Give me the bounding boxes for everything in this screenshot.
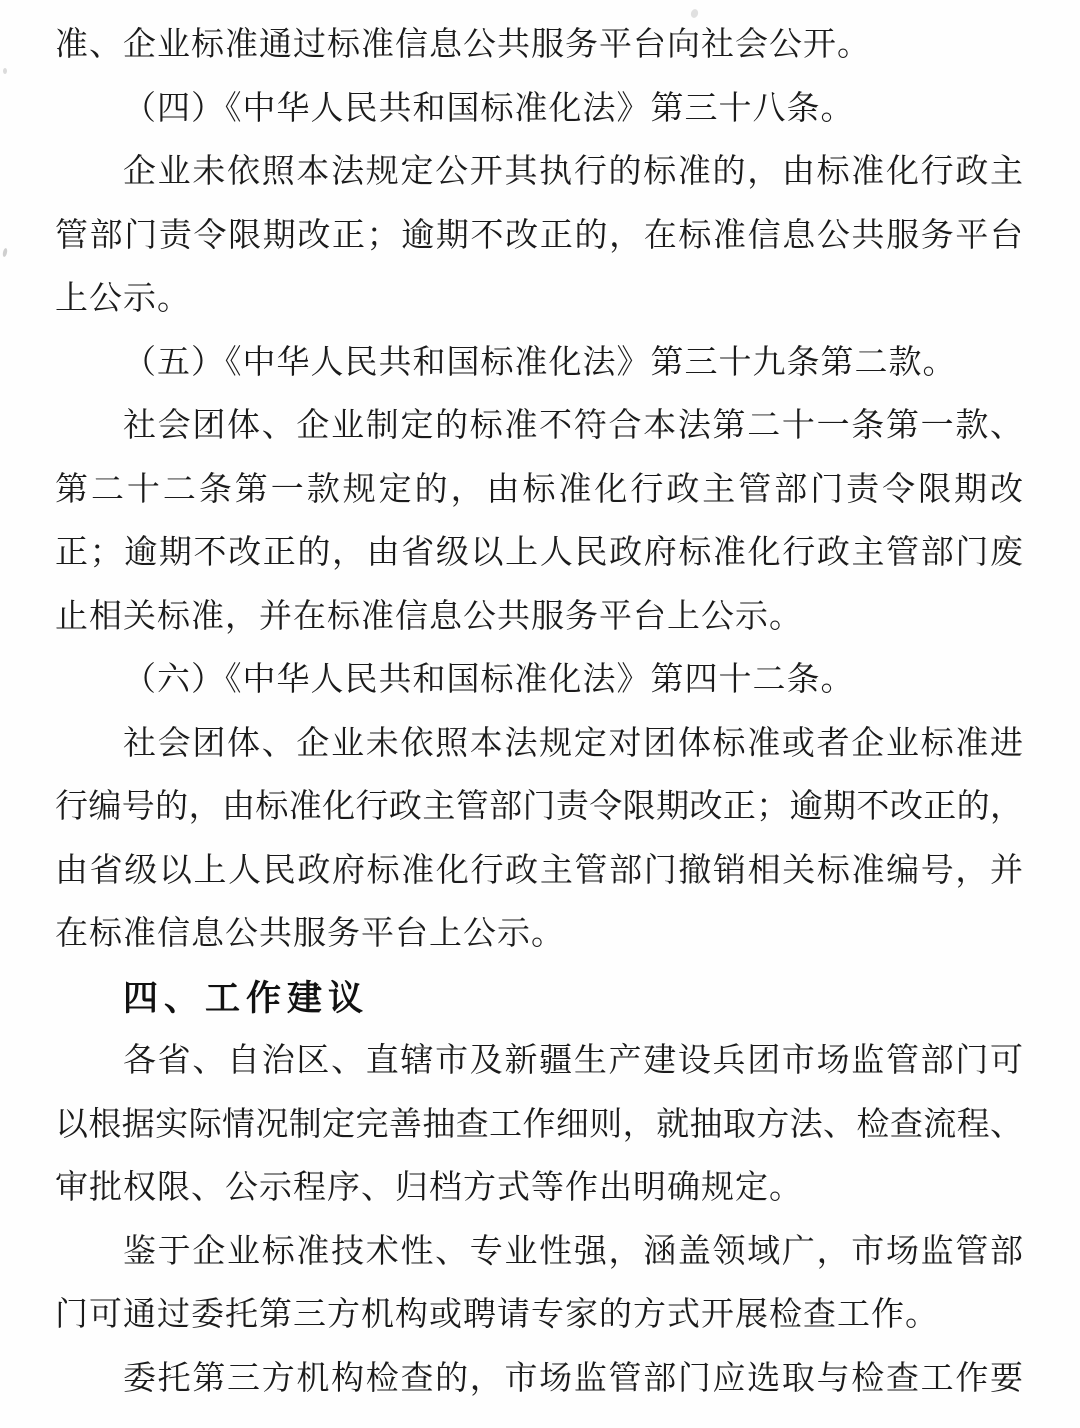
text-line: 社会团体、企业未依照本法规定对团体标准或者企业标准进 xyxy=(123,725,1023,762)
text-line: 在标准信息公共服务平台上公示。 xyxy=(55,916,565,952)
text-line: 委托第三方机构检查的，市场监管部门应选取与检查工作要 xyxy=(123,1360,1023,1397)
text-line: 由省级以上人民政府标准化行政主管部门撤销相关标准编号，并 xyxy=(55,852,1023,889)
document-body xyxy=(55,14,1023,1411)
clause-reference-line: （五）《中华人民共和国标准化法》第三十九条第二款。 xyxy=(123,344,957,381)
text-line: 管部门责令限期改正；逾期不改正的，在标准信息公共服务平台 xyxy=(55,217,1023,254)
scan-artifact xyxy=(2,248,8,258)
text-line: 行编号的，由标准化行政主管部门责令限期改正；逾期不改正的， xyxy=(55,789,1023,825)
text-line: 以根据实际情况制定完善抽查工作细则，就抽取方法、检查流程、 xyxy=(55,1106,1023,1143)
text-line: 准、企业标准通过标准信息公共服务平台向社会公开。 xyxy=(55,27,871,63)
clause-reference-line: （六）《中华人民共和国标准化法》第四十二条。 xyxy=(123,662,855,698)
text-line: 社会团体、企业制定的标准不符合本法第二十一条第一款、 xyxy=(123,408,1023,444)
text-line: 门可通过委托第三方机构或聘请专家的方式开展检查工作。 xyxy=(55,1297,939,1333)
text-line: 企业未依照本法规定公开其执行的标准的，由标准化行政主 xyxy=(123,154,1023,190)
text-line: 正；逾期不改正的，由省级以上人民政府标准化行政主管部门废 xyxy=(55,535,1023,571)
section-heading: 四、工作建议 xyxy=(123,978,370,1018)
clause-reference-line: （四）《中华人民共和国标准化法》第三十八条。 xyxy=(123,90,855,127)
text-line: 第二十二条第一款规定的，由标准化行政主管部门责令限期改 xyxy=(55,471,1023,508)
text-line: 各省、自治区、直辖市及新疆生产建设兵团市场监管部门可 xyxy=(123,1043,1023,1079)
text-line: 鉴于企业标准技术性、专业性强，涵盖领域广，市场监管部 xyxy=(123,1233,1023,1270)
text-line: 上公示。 xyxy=(55,281,191,317)
text-line: 止相关标准，并在标准信息公共服务平台上公示。 xyxy=(55,598,803,635)
scan-artifact xyxy=(3,68,7,74)
text-line: 审批权限、公示程序、归档方式等作出明确规定。 xyxy=(55,1170,803,1206)
